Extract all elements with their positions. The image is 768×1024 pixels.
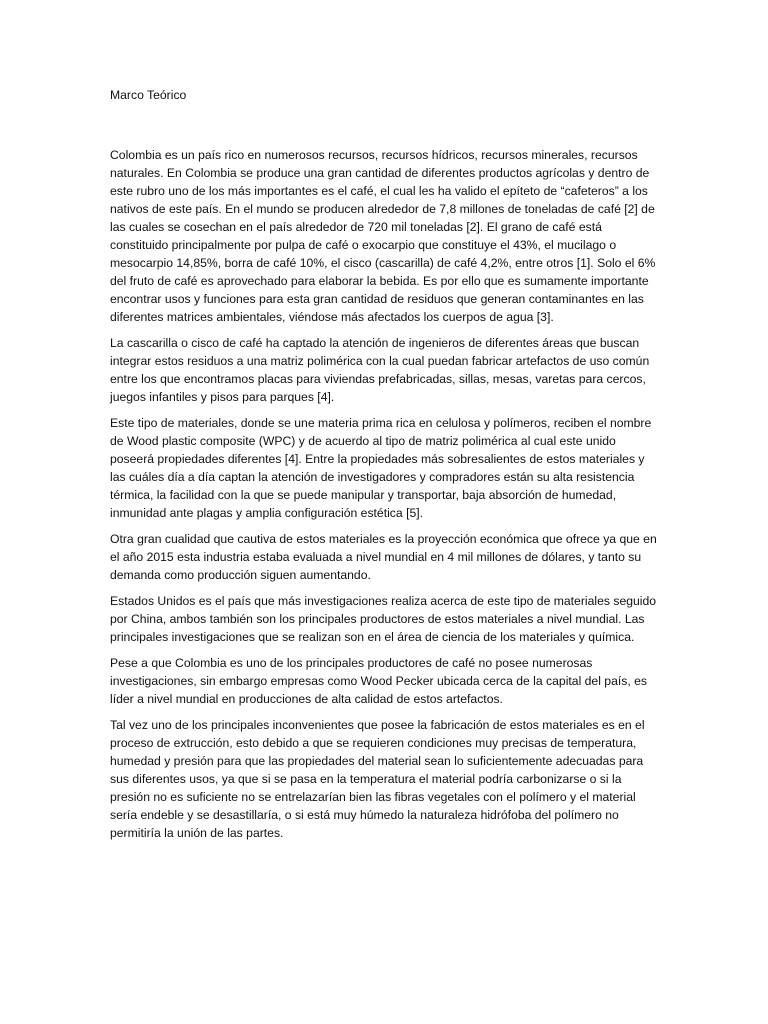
paragraph-2: La cascarilla o cisco de café ha captado la atención de ingenieros de diferentes áreas que buscan integrar estos residuos a una matriz polimérica con la cual puedan fabricar artefactos de uso común entre los que encontramos placas para viviendas prefabricadas, sillas, mesas, varetas para cercos, juegos infantiles y pisos para parques [4].	[110, 336, 650, 404]
document-title: Marco Teórico	[110, 88, 187, 102]
paragraph-4: Otra gran cualidad que cautiva de estos materiales es la proyección económica que ofrece ya que en el año 2015 esta industria estaba evaluada a nivel mundial en 4 mil millones de dólares, y tanto su demanda como producción siguen aumentando.	[110, 532, 657, 582]
paragraph-5: Estados Unidos es el país que más investigaciones realiza acerca de este tipo de materiales seguido por China, ambos también son los principales productores de estos materiales a nivel mundial. Las principales investigaciones que se realizan son en el área de ciencia de los materiales y química.	[110, 594, 657, 644]
paragraph-7: Tal vez uno de los principales inconvenientes que posee la fabricación de estos materiales es en el proceso de extrucción, esto debido a que se requieren condiciones muy precisas de temperatura, humedad y presión para que las propiedades del material sean lo suficientemente adecuadas para sus diferentes usos, ya que si se pasa en la temperatura el material podría carbonizarse o si la presión no es suficiente no se entrelazarían bien las fibras vegetales con el polímero y el material sería endeble y se desastillaría, o si está muy húmedo la naturaleza hidrófoba del polímero no permitiría la unión de las partes.	[110, 718, 645, 840]
paragraph-3: Este tipo de materiales, donde se une materia prima rica en celulosa y polímeros, reciben el nombre de Wood plastic composite (WPC) y de acuerdo al tipo de matriz polimérica al cual este unido poseerá propiedades diferentes [4]. Entre la propiedades más sobresalientes de estos materiales y las cuáles día a día captan la atención de investigadores y compradores están su alta resistencia térmica, la facilidad con la que se puede manipular y transportar, baja absorción de humedad, inmunidad ante plagas y amplia configuración estética [5].	[110, 416, 652, 520]
document-page	[110, 86, 660, 850]
paragraph-1: Colombia es un país rico en numerosos recursos, recursos hídricos, recursos minerales, recursos naturales. En Colombia se produce una gran cantidad de diferentes productos agrícolas y dentro de este rubro uno de los más importantes es el café, el cual les ha valido el epíteto de “cafeteros” a los nativos de este país. En el mundo se producen alrededor de 7,8 millones de toneladas de café [2] de las cuales se cosechan en el país alrededor de 720 mil toneladas [2]. El grano de café está constituido principalmente por pulpa de café o exocarpio que constituye el 43%, el mucilago o mesocarpio 14,85%, borra de café 10%, el cisco (cascarilla) de café 4,2%, entre otros [1]. Solo el 6% del fruto de café es aprovechado para elaborar la bebida. Es por ello que es sumamente importante encontrar usos y funciones para esta gran cantidad de residuos que generan contaminantes en las diferentes matrices ambientales, viéndose más afectados los cuerpos de agua [3].	[110, 148, 656, 324]
paragraph-6: Pese a que Colombia es uno de los principales productores de café no posee numerosas investigaciones, sin embargo empresas como Wood Pecker ubicada cerca de la capital del país, es líder a nivel mundial en producciones de alta calidad de estos artefactos.	[110, 656, 647, 706]
